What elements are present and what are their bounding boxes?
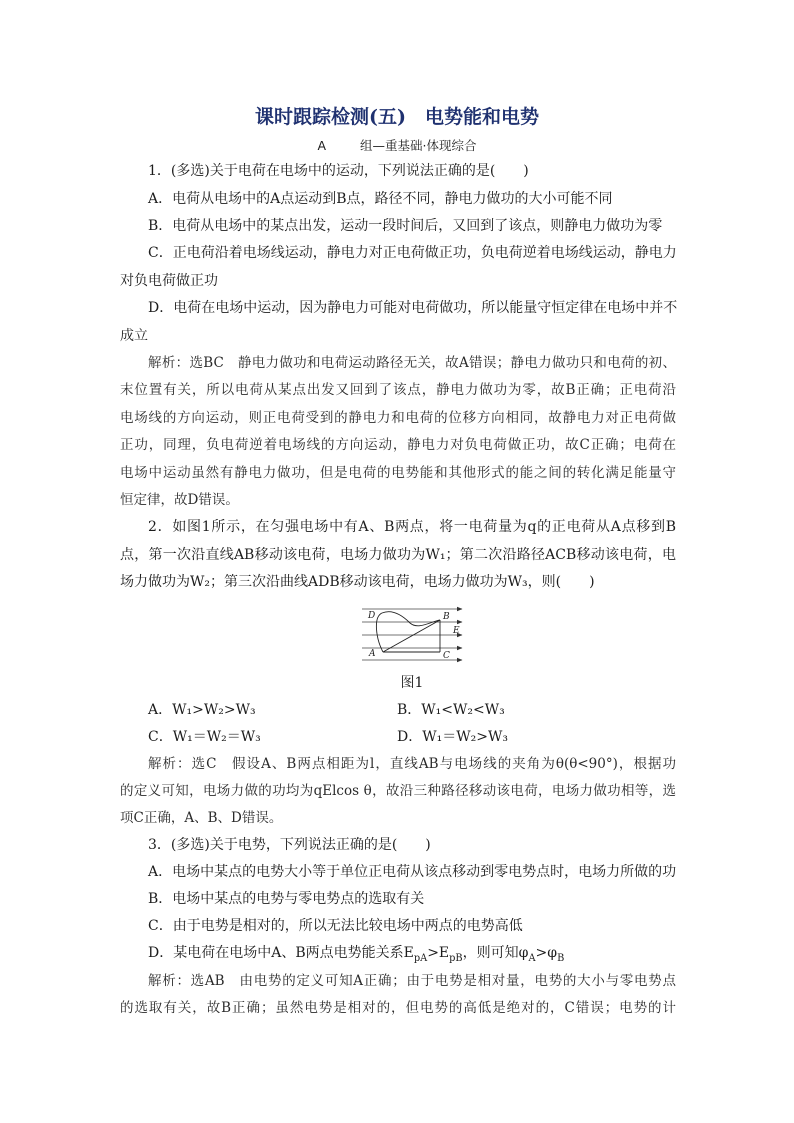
q1-option-d-line-2: 成立: [120, 327, 148, 344]
q1-analysis-line-2: 末位置有关，所以电荷从某点出发又回到了该点，静电力做功为零，故B正确；正电荷沿: [120, 382, 676, 399]
q3-option-d-sub-3: A: [528, 953, 536, 965]
q3-option-d-text-4: >φ: [535, 945, 558, 962]
q2-stem-line-2: 点，第一次沿直线AB移动该电荷，电场力做功为W₁；第二次沿路径ACB移动该电荷，电: [120, 546, 676, 563]
q1-analysis-line-6: 恒定律，故D错误。: [120, 491, 239, 508]
q1-option-c-line-1: C．正电荷沿着电场线运动，静电力对正电荷做正功，负电荷逆着电场线运动，静电力: [148, 245, 677, 262]
page-title: 课时跟踪检测(五) 电势能和电势: [255, 106, 539, 128]
segment-ab: [383, 620, 440, 652]
content-part-1: [120, 158, 676, 596]
label-d: D: [368, 611, 376, 621]
q3-option-d-sub-4: B: [557, 953, 565, 965]
q2-stem-line-1: 2．如图1所示，在匀强电场中有A、B两点，将一电荷量为q的正电荷从A点移到B: [148, 519, 676, 536]
q3-option-d: [120, 940, 676, 967]
figure-1-diagram: [358, 603, 470, 665]
label-e: E: [453, 626, 460, 636]
q3-option-d-sub-1: pA: [413, 953, 428, 965]
section-heading: [0, 137, 794, 155]
q3-option-d-sub-2: pB: [449, 953, 463, 965]
q2-analysis-line-2: 的定义可知，电场力做的功均为qElcos θ，故沿三种路径移动该电荷，电场力做功相等，选: [120, 782, 676, 799]
q1-option-d-line-1: D．电荷在电场中运动，因为静电力可能对电荷做功，所以能量守恒定律在电场中并不: [148, 300, 678, 317]
q3-option-d-text-3: ，则可知φ: [462, 945, 529, 962]
q3-analysis-line-2: 的选取有关，故B正确；虽然电势是相对的，但电势的高低是绝对的，C错误；电势的计: [120, 999, 676, 1016]
q2-options-row-2: [120, 724, 676, 751]
label-b: B: [443, 612, 450, 622]
q1-analysis-line-4: 正功，同理，负电荷逆着电场线的方向运动，静电力对负电荷做正功，故C正确；电荷在: [120, 437, 676, 454]
q1-option-a: A．电荷从电场中的A点运动到B点，路径不同，静电力做功的大小可能不同: [148, 190, 613, 207]
q1-stem: 1．(多选)关于电荷在电场中的运动，下列说法正确的是( ): [148, 163, 529, 180]
q2-stem-line-3: 场力做功为W₂；第三次沿曲线ADB移动该电荷，电场力做功为W₃，则( ): [120, 574, 595, 591]
section-title: 组—重基础·体现综合: [360, 138, 477, 153]
q1-option-b: B．电荷从电场中的某点出发，运动一段时间后，又回到了该点，则静电力做功为零: [148, 218, 663, 235]
q2-option-a: A．W₁>W₂>W₃: [148, 701, 256, 718]
q1-analysis-line-3: 电场线的方向运动，则正电荷受到的静电力和电荷的位移方向相同，故静电力对正电荷做: [120, 409, 676, 426]
label-c: C: [443, 651, 450, 661]
content-part-2: [120, 670, 676, 1022]
label-a: A: [369, 649, 376, 659]
q3-option-b: B．电场中某点的电势与零电势点的选取有关: [148, 891, 425, 908]
q2-option-d: D．W₁＝W₂>W₃: [397, 728, 508, 745]
q2-options-row-1: [120, 697, 676, 724]
q1-analysis-line-5: 电场中运动虽然有静电力做功，但是电荷的电势能和其他形式的能之间的转化满足能量守: [120, 464, 676, 481]
q2-analysis-line-3: 项C正确，A、B、D错误。: [120, 809, 283, 826]
q1-option-c-line-2: 对负电荷做正功: [120, 272, 218, 289]
q1-analysis-line-1: 解析：选BC 静电力做功和电荷运动路径无关，故A错误；静电力做功只和电荷的初、: [148, 355, 676, 372]
curve-adb: [376, 612, 440, 652]
q3-option-a: A．电场中某点的电势大小等于单位正电荷从该点移动到零电势点时，电场力所做的功: [148, 864, 677, 881]
q2-option-c: C．W₁＝W₂＝W₃: [148, 728, 261, 745]
section-label: A: [317, 138, 327, 153]
q3-option-d-text-1: D．某电荷在电场中A、B两点电势能关系E: [148, 945, 414, 962]
q2-option-b: B．W₁<W₂<W₃: [397, 701, 505, 718]
q3-stem: 3．(多选)关于电势，下列说法正确的是( ): [148, 837, 431, 854]
figure-1-caption: 图1: [400, 674, 424, 691]
q3-option-d-text-2: >E: [427, 945, 450, 962]
q2-analysis-line-1: 解析：选C 假设A、B两点相距为l，直线AB与电场线的夹角为θ(θ<90°)，根据功: [148, 755, 676, 772]
q3-option-c: C．由于电势是相对的，所以无法比较电场中两点的电势高低: [148, 918, 523, 935]
q3-analysis-line-1: 解析：选AB 由电势的定义可知A正确；由于电势是相对量，电势的大小与零电势点: [148, 972, 676, 989]
